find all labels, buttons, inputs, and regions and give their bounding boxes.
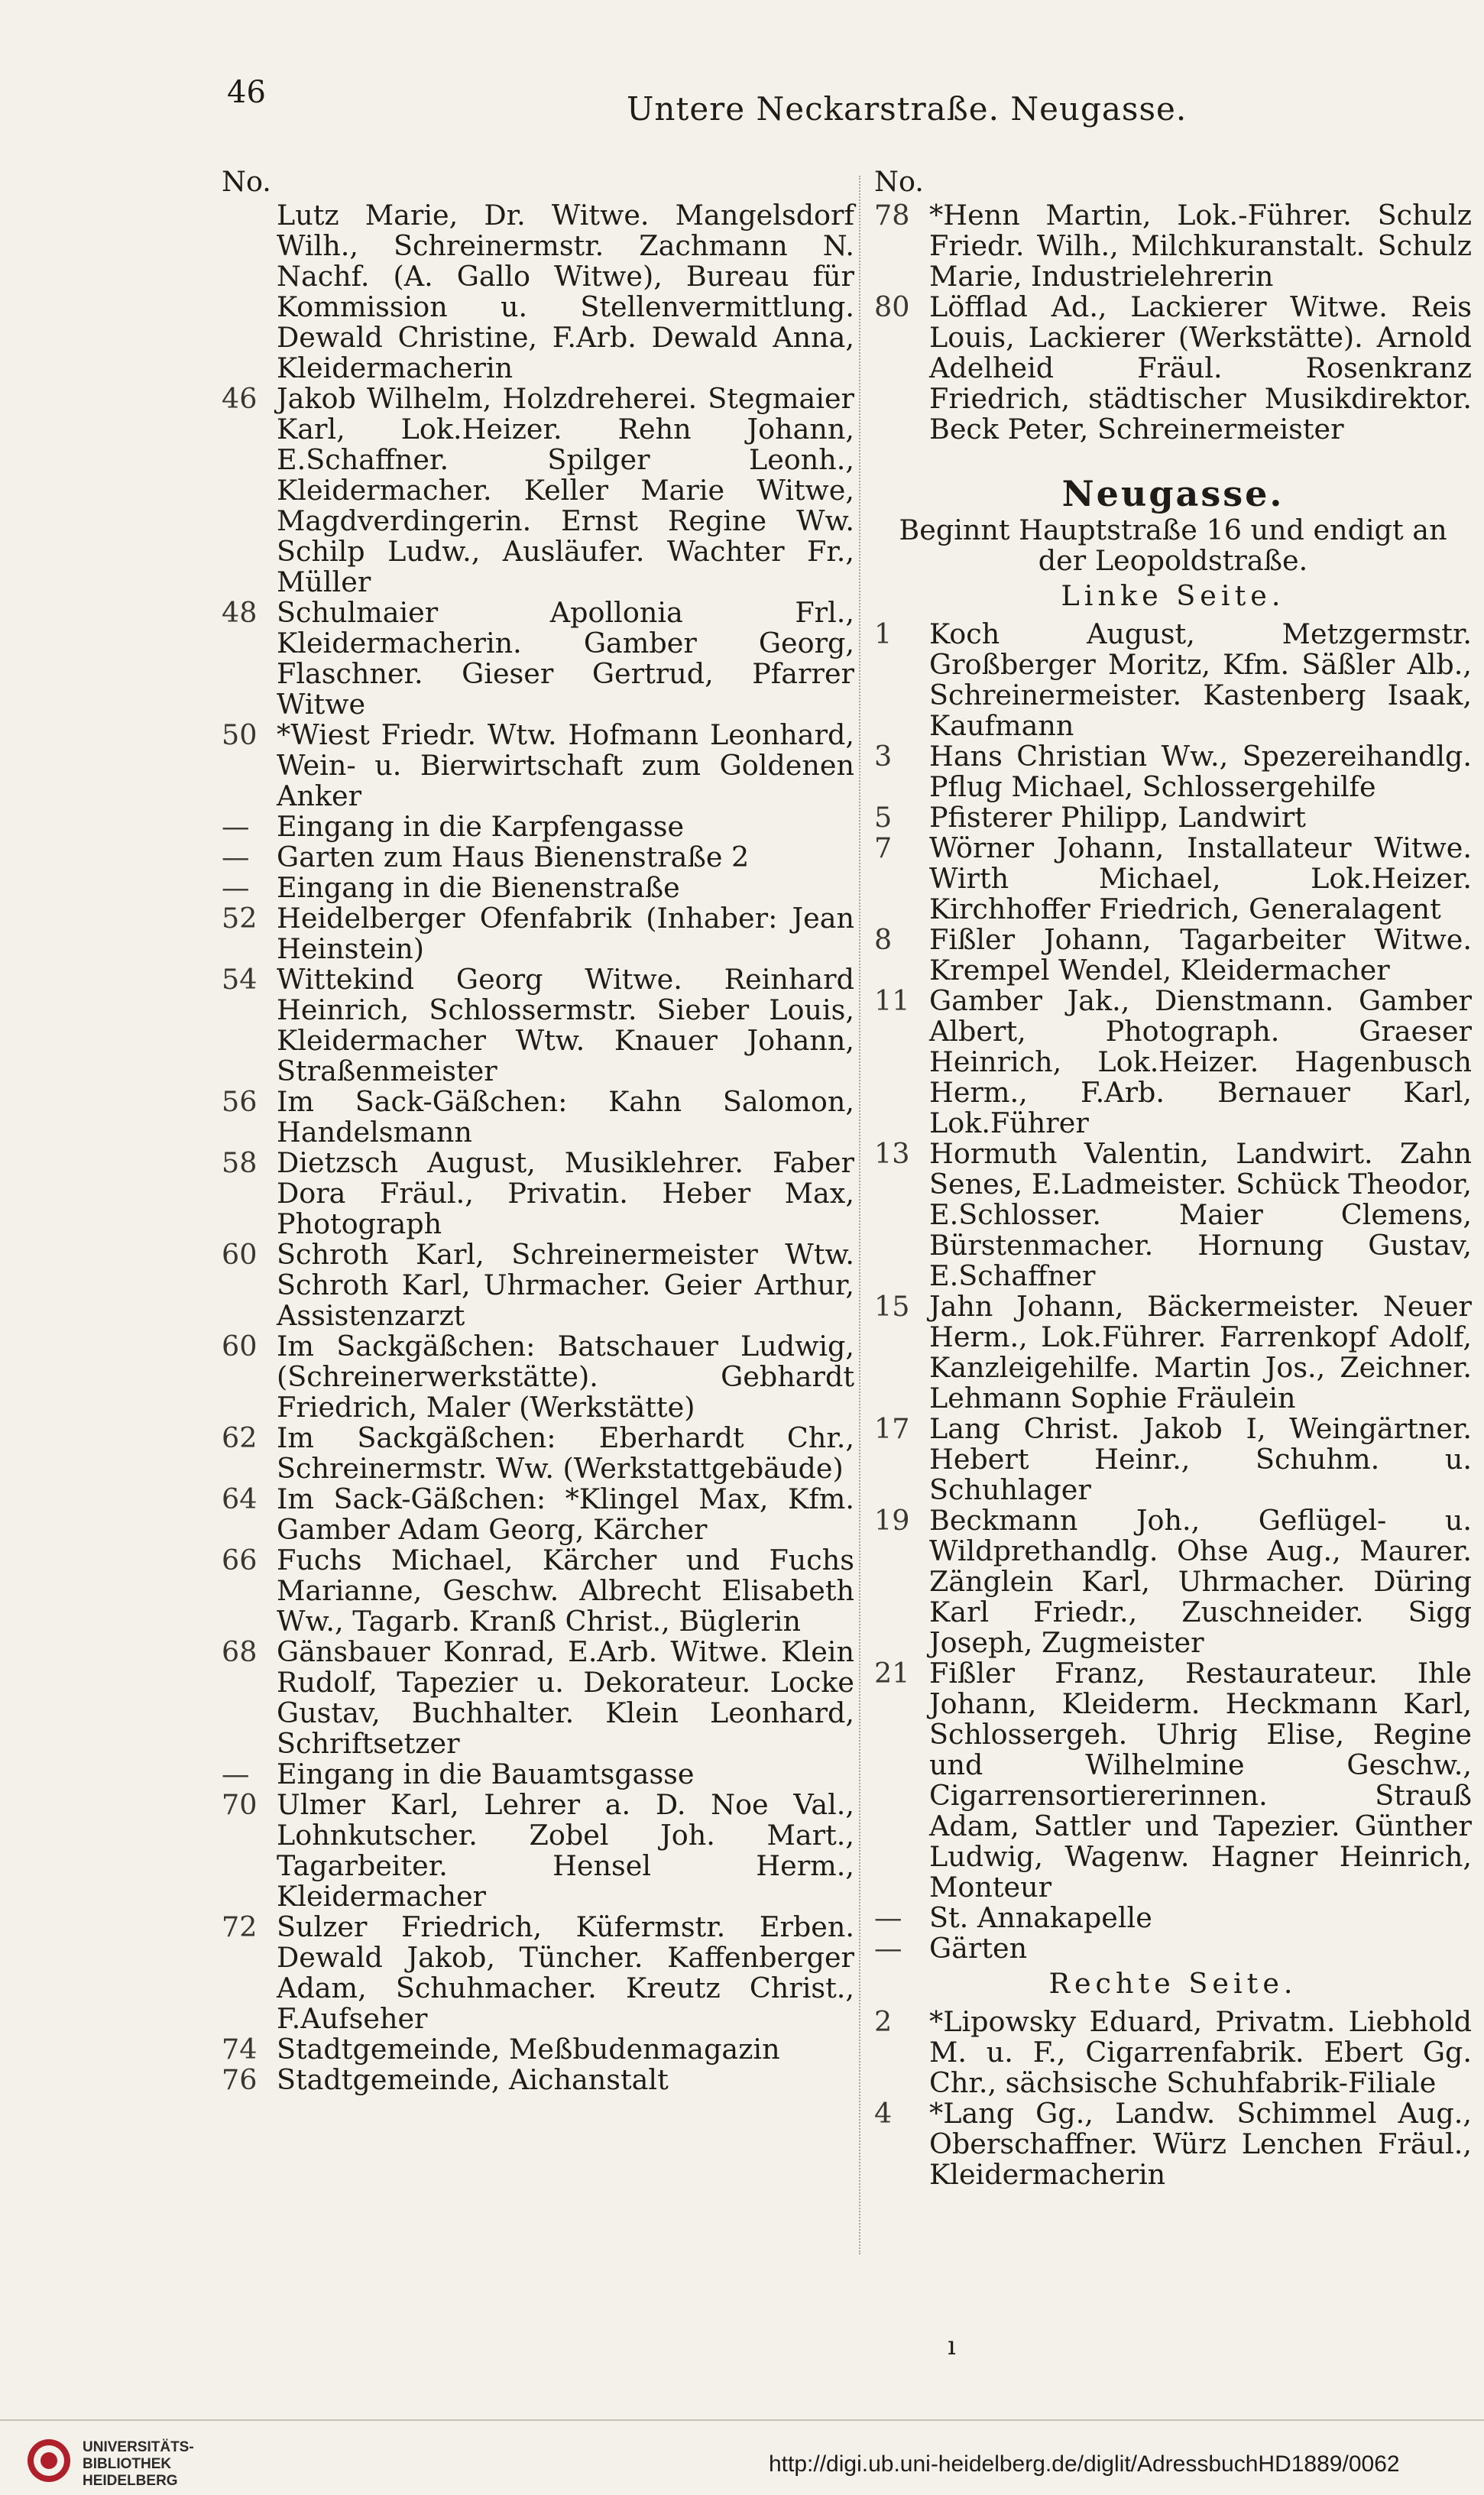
entry-text: Pfisterer Philipp, Landwirt (929, 801, 1306, 834)
entry-text: *Wiest Friedr. Wtw. Hofmann Leonhard, Wein- u. Bierwirtschaft zum Goldenen Anker (277, 718, 854, 812)
library-name: UNIVERSITÄTS- BIBLIOTHEK HEIDELBERG (83, 2439, 194, 2489)
street-description: Beginnt Hauptstraße 16 und endigt an der Leopoldstraße. (899, 514, 1447, 577)
street-title: Neugasse. (1061, 473, 1285, 514)
directory-entry (222, 873, 854, 903)
entry-text: Im Sack-Gäßchen: *Klingel Max, Kfm. Gamber Adam Georg, Kärcher (277, 1482, 854, 1546)
directory-entry (222, 1484, 854, 1545)
source-url[interactable]: http://digi.ub.uni-heidelberg.de/diglit/AdressbuchHD1889/0062 (769, 2451, 1400, 2477)
entry-list (874, 619, 1472, 1964)
entry-text: Hormuth Valentin, Landwirt. Zahn Senes, E.Ladmeister. Schück Theodor, E.Schlosser. Maier Clemens, Bürstenmacher. Hornung Gustav, E.Schaffner (929, 1137, 1472, 1292)
column-divider (859, 176, 860, 2254)
directory-entry (222, 1148, 854, 1239)
directory-entry (874, 292, 1472, 445)
house-number: 3 (874, 740, 893, 773)
entry-text: Ulmer Karl, Lehrer a. D. Noe Val., Lohnkutscher. Zobel Joh. Mart., Tagarbeiter. Hensel Herm., Kleidermacher (277, 1788, 854, 1913)
number-label: No. (874, 165, 924, 198)
entry-text: Fißler Johann, Tagarbeiter Witwe. Krempel Wendel, Kleidermacher (929, 923, 1472, 987)
right-side-heading: Rechte Seite. (1048, 1967, 1298, 2000)
directory-entry (222, 964, 854, 1087)
house-number: 66 (222, 1544, 258, 1576)
house-number: — (222, 871, 250, 904)
house-number: 17 (874, 1412, 910, 1445)
entry-text: *Lang Gg., Landw. Schimmel Aug., Oberschaffner. Würz Lenchen Fräul., Kleidermacherin (929, 2097, 1472, 2191)
house-number: 4 (874, 2097, 893, 2130)
directory-entry (874, 619, 1472, 741)
stray-mark: ı (948, 2331, 956, 2361)
directory-entry (874, 1903, 1472, 1933)
house-number: 7 (874, 831, 893, 864)
entry-text: Hans Christian Ww., Spezereihandlg. Pflug Michael, Schlossergehilfe (929, 740, 1472, 803)
directory-entry (222, 1087, 854, 1148)
entry-text: Beckmann Joh., Geflügel- u. Wildprethandlg. Ohse Aug., Maurer. Zänglein Karl, Uhrmacher. Düring Karl Friedr., Zuschneider. Sigg Joseph, Zugmeister (929, 1504, 1472, 1659)
directory-entry (874, 200, 1472, 292)
directory-entry (874, 1505, 1472, 1658)
house-number: — (222, 1758, 250, 1790)
entry-text: Garten zum Haus Bienenstraße 2 (277, 841, 750, 873)
directory-entry (222, 598, 854, 720)
directory-entry (222, 720, 854, 812)
entry-text: Koch August, Metzgermstr. Großberger Moritz, Kfm. Säßler Alb., Schreinermeister. Kastenberg Isaak, Kaufmann (929, 617, 1472, 742)
directory-entry (222, 812, 854, 842)
entry-text: Jahn Johann, Bäckermeister. Neuer Herm., Lok.Führer. Farrenkopf Adolf, Kanzleigehilfe. Martin Jos., Zeichner. Lehmann Sophie Fräulein (929, 1290, 1472, 1414)
left-side-heading: Linke Seite. (1061, 579, 1285, 612)
directory-entry (874, 925, 1472, 986)
directory-entry (222, 1790, 854, 1912)
house-number: 74 (222, 2033, 258, 2066)
house-number: 60 (222, 1238, 258, 1271)
entry-text: Stadtgemeinde, Meßbudenmagazin (277, 2033, 780, 2066)
directory-entry (222, 842, 854, 873)
directory-entry (874, 802, 1472, 833)
house-number: 78 (874, 199, 910, 232)
directory-entry (874, 1658, 1472, 1903)
directory-entry (222, 1759, 854, 1790)
directory-entry (874, 1291, 1472, 1414)
directory-entry (222, 1331, 854, 1423)
house-number: 54 (222, 963, 258, 996)
directory-entry (222, 1912, 854, 2034)
house-number: 70 (222, 1788, 258, 1821)
directory-entry (222, 1637, 854, 1759)
directory-entry (222, 200, 854, 384)
house-number: — (874, 1901, 902, 1934)
entry-text: Eingang in die Karpfengasse (277, 810, 685, 843)
library-logo-icon (26, 2438, 72, 2484)
entry-text: *Henn Martin, Lok.-Führer. Schulz Friedr. Wilh., Milchkuranstalt. Schulz Marie, Industrielehrerin (929, 199, 1472, 293)
directory-entry (222, 1239, 854, 1331)
entry-text: Im Sackgäßchen: Eberhardt Chr., Schreinermstr. Ww. (Werkstattgebäude) (277, 1421, 854, 1485)
house-number: 48 (222, 596, 258, 629)
house-number: 56 (222, 1085, 258, 1118)
entry-text: Im Sack-Gäßchen: Kahn Salomon, Handelsmann (277, 1085, 854, 1149)
entry-text: Lutz Marie, Dr. Witwe. Mangelsdorf Wilh., Schreinermstr. Zachmann N. Nachf. (A. Gallo Witwe), Bureau für Kommission u. Stellenvermittlung. Dewald Christine, F.Arb. Dewald Anna, Kleidermacherin (277, 199, 854, 384)
left-column (222, 167, 854, 2095)
directory-entry (874, 1414, 1472, 1505)
entry-list (874, 200, 1472, 445)
entry-text: Schulmaier Apollonia Frl., Kleidermacherin. Gamber Georg, Flaschner. Gieser Gertrud, Pfarrer Witwe (277, 596, 854, 721)
directory-entry (874, 833, 1472, 925)
directory-entry (874, 986, 1472, 1139)
entry-text: St. Annakapelle (929, 1901, 1152, 1934)
entry-text: Löfflad Ad., Lackierer Witwe. Reis Louis, Lackierer (Werkstätte). Arnold Adelheid Fräul. Rosenkranz Friedrich, städtischer Musikdirektor. Beck Peter, Schreinermeister (929, 290, 1472, 446)
directory-entry (222, 903, 854, 964)
entry-text: Lang Christ. Jakob I, Weingärtner. Hebert Heinr., Schuhm. u. Schuhlager (929, 1412, 1472, 1506)
entry-text: Wörner Johann, Installateur Witwe. Wirth Michael, Lok.Heizer. Kirchhoffer Friedrich, Generalagent (929, 831, 1472, 925)
entry-text: Sulzer Friedrich, Küfermstr. Erben. Dewald Jakob, Tüncher. Kaffenberger Adam, Schuhmacher. Kreutz Christ., F.Aufseher (277, 1910, 854, 2035)
house-number: 13 (874, 1137, 910, 1170)
entry-text: Heidelberger Ofenfabrik (Inhaber: Jean Heinstein) (277, 902, 854, 965)
entry-list (874, 2007, 1472, 2190)
entry-text: Fißler Franz, Restaurateur. Ihle Johann, Kleiderm. Heckmann Karl, Schlossergeh. Uhrig Elise, Regine und Wilhelmine Geschw., Cigarrensortiererinnen. Strauß Adam, Sattler und Tapezier. Günther Ludwig, Wagenw. Hagner Heinrich, Monteur (929, 1657, 1472, 1904)
directory-entry (874, 2007, 1472, 2098)
directory-entry (222, 384, 854, 598)
entry-text: Schroth Karl, Schreinermeister Wtw. Schroth Karl, Uhrmacher. Geier Arthur, Assistenzarzt (277, 1238, 854, 1332)
right-column (874, 167, 1472, 2190)
entry-list (222, 200, 854, 2095)
house-number: 76 (222, 2063, 258, 2096)
house-number: 68 (222, 1635, 258, 1668)
entry-text: Fuchs Michael, Kärcher und Fuchs Marianne, Geschw. Albrecht Elisabeth Ww., Tagarb. Kranß Christ., Büglerin (277, 1544, 854, 1638)
house-number: — (222, 810, 250, 843)
entry-text: Stadtgemeinde, Aichanstalt (277, 2063, 669, 2096)
entry-text: Wittekind Georg Witwe. Reinhard Heinrich, Schlossermstr. Sieber Louis, Kleidermacher Wtw. Knauer Johann, Straßenmeister (277, 963, 854, 1087)
house-number: 11 (874, 984, 910, 1017)
house-number: 52 (222, 902, 258, 935)
directory-entry (874, 1933, 1472, 1964)
running-title: Untere Neckarstraße. Neugasse. (627, 90, 1188, 128)
entry-text: Jakob Wilhelm, Holzdreherei. Stegmaier Karl, Lok.Heizer. Rehn Johann, E.Schaffner. Spilger Leonh., Kleidermacher. Keller Marie Witwe, Magdverdingerin. Ernst Regine Ww. Schilp Ludw., Ausläufer. Wachter Fr., Müller (277, 382, 854, 598)
house-number: 60 (222, 1330, 258, 1363)
house-number: 21 (874, 1657, 910, 1690)
number-label: No. (222, 165, 271, 198)
house-number: 8 (874, 923, 893, 956)
entry-text: Eingang in die Bauamtsgasse (277, 1758, 695, 1790)
house-number: 2 (874, 2005, 893, 2038)
house-number: 19 (874, 1504, 910, 1537)
house-number: 5 (874, 801, 893, 834)
entry-text: Dietzsch August, Musiklehrer. Faber Dora Fräul., Privatin. Heber Max, Photograph (277, 1146, 854, 1240)
directory-entry (222, 1423, 854, 1484)
entry-text: Gamber Jak., Dienstmann. Gamber Albert, Photograph. Graeser Heinrich, Lok.Heizer. Hagenbusch Herm., F.Arb. Bernauer Karl, Lok.Führer (929, 984, 1472, 1139)
entry-text: Gärten (929, 1932, 1028, 1965)
house-number: 1 (874, 617, 893, 650)
directory-entry (874, 1139, 1472, 1291)
directory-entry (874, 2098, 1472, 2190)
house-number: 50 (222, 718, 258, 751)
house-number: 72 (222, 1910, 258, 1943)
entry-text: Im Sackgäßchen: Batschauer Ludwig, (Schreinerwerkstätte). Gebhardt Friedrich, Maler (Werkstätte) (277, 1330, 854, 1424)
entry-text: Gänsbauer Konrad, E.Arb. Witwe. Klein Rudolf, Tapezier u. Dekorateur. Locke Gustav, Buchhalter. Klein Leonhard, Schriftsetzer (277, 1635, 854, 1760)
entry-text: Eingang in die Bienenstraße (277, 871, 680, 904)
house-number: 15 (874, 1290, 910, 1323)
page-number: 46 (227, 75, 266, 110)
house-number: — (222, 841, 250, 873)
house-number: 64 (222, 1482, 258, 1515)
house-number: 46 (222, 382, 258, 415)
entry-text: *Lipowsky Eduard, Privatm. Liebhold M. u. F., Cigarrenfabrik. Ebert Gg. Chr., sächsische Schuhfabrik-Filiale (929, 2005, 1472, 2099)
directory-entry (222, 1545, 854, 1637)
house-number: 58 (222, 1146, 258, 1179)
house-number: 80 (874, 290, 910, 323)
footer-rule (0, 2419, 1484, 2421)
house-number: 62 (222, 1421, 258, 1454)
directory-entry (222, 2065, 854, 2095)
house-number: — (874, 1932, 902, 1965)
directory-entry (874, 741, 1472, 802)
directory-entry (222, 2034, 854, 2065)
